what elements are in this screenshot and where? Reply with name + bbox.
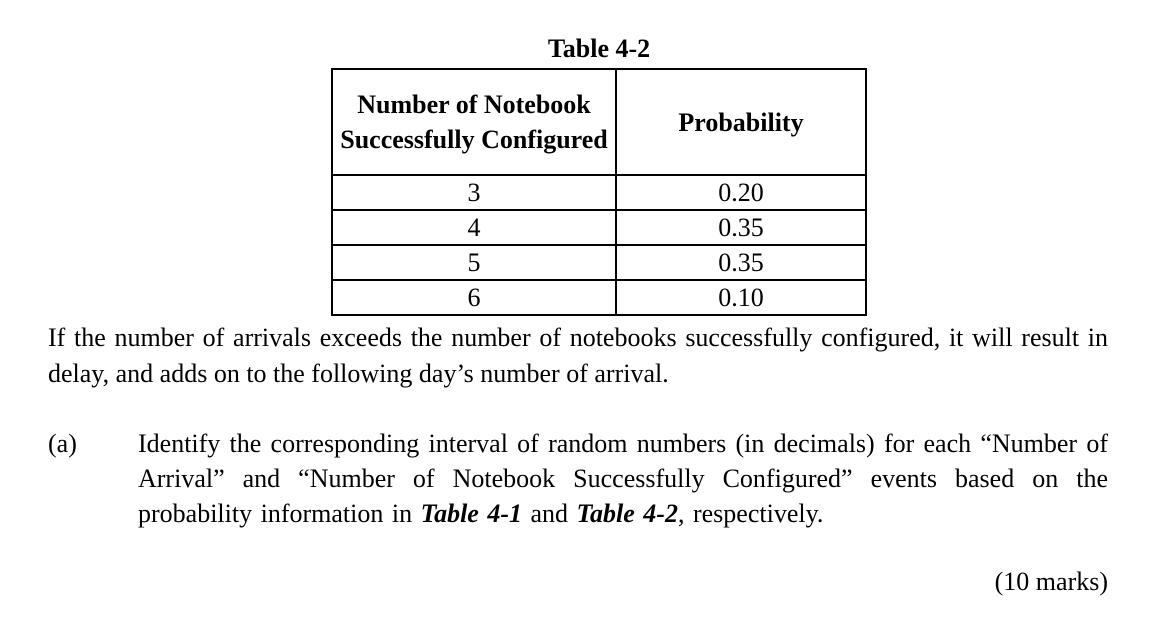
cell-notebooks: 6 [332,280,616,315]
table-row [332,280,866,315]
question-text [138,426,1108,531]
cell-probability: 0.10 [616,280,866,315]
table-row [332,175,866,210]
cell-probability: 0.35 [616,245,866,280]
marks-label: (10 marks) [994,567,1108,596]
table-row [332,245,866,280]
table-reference-4-1: Table 4-1 [420,499,522,528]
table-header-row [332,69,866,175]
cell-probability: 0.20 [616,175,866,210]
table-reference-4-2: Table 4-2 [576,499,678,528]
probability-table [331,68,867,316]
question-label: (a) [48,429,77,458]
question-text-part1: Identify the corresponding interval of random numbers (in decimals) for each “Number of Arrival” and “Number of Notebook Successfully Configured” events based on the probability information in [138,429,1108,528]
header-probability: Probability [616,69,866,175]
header-notebooks-configured: Number of Notebook Successfully Configured [332,69,616,175]
table-row [332,210,866,245]
delay-paragraph: If the number of arrivals exceeds the number of notebooks successfully configured, it will result in delay, and adds on to the following day’s number of arrival. [48,323,1108,388]
cell-notebooks: 4 [332,210,616,245]
cell-notebooks: 3 [332,175,616,210]
cell-probability: 0.35 [616,210,866,245]
table-title: Table 4-2 [547,34,651,63]
question-text-part2: and [522,499,577,528]
cell-notebooks: 5 [332,245,616,280]
question-text-part3: , respectively. [677,499,824,528]
